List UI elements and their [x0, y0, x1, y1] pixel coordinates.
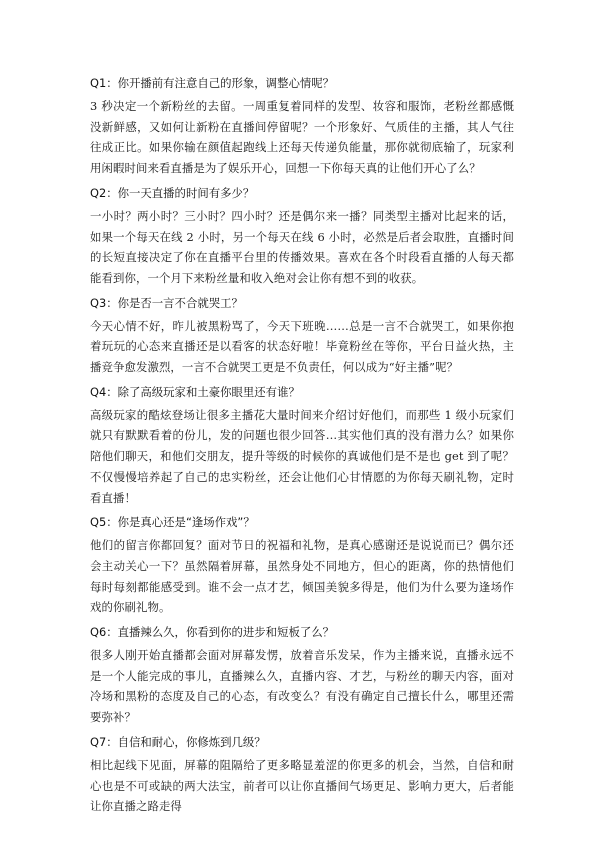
section-q1	[90, 74, 514, 179]
answer-paragraph: 一小时？两小时？三小时？四小时？还是偶尔来一播？同类型主播对比起来的话，如果一个每天在线 2 小时，另一个每天在线 6 小时，必然是后者会取胜，直播时间的长短直接决定了你在直播平台里的传播效果。喜欢在各个时段看直播的人每天都能看到你，一个月下来粉丝量和收入绝对会让你有想不到的收获。	[90, 208, 514, 285]
question-heading: Q4：除了高级玩家和土豪你眼里还有谁？	[90, 384, 300, 399]
question-heading: Q3：你是否一言不合就哭工？	[90, 295, 243, 310]
document-page	[90, 74, 514, 822]
answer-paragraph: 今天心情不好，昨儿被黑粉骂了，今天下班晚……总是一言不合就哭工，如果你抱着玩玩的心态来直播还是以看客的状态好啦！毕竟粉丝在等你，平台日益火热，主播竞争愈发激烈，一言不合就哭工更是不负责任，何以成为“好主播”呢？	[90, 318, 514, 375]
answer-paragraph: 他们的留言你都回复？面对节日的祝福和礼物，是真心感谢还是说说而已？偶尔还会主动关心一下？虽然隔着屏幕，虽然身处不同地方，但心的距离，你的热情他们每时每刻都能感受到。谁不会一点才艺，倾国美貌多得是，他们为什么要为逢场作戏的你刷礼物。	[90, 538, 514, 615]
section-q5	[90, 513, 514, 618]
question-heading: Q1：你开播前有注意自己的形象，调整心情呢？	[90, 76, 335, 90]
section-q7	[90, 733, 514, 817]
section-q4	[90, 383, 514, 509]
section-q2	[90, 184, 514, 289]
answer-paragraph: 很多人刚开始直播都会面对屏幕发愣，放着音乐发呆，作为主播来说，直播永远不是一个人能完成的事儿，直播辣么久，直播内容、才艺，与粉丝的聊天内容，面对冷场和黑粉的态度及自己的心态，有改变么？有没有确定自己擅长什么，哪里还需要弥补？	[90, 648, 514, 725]
question-heading: Q6：直播辣么久，你看到你的进步和短板了么？	[90, 625, 335, 640]
section-q6	[90, 623, 514, 728]
answer-paragraph: 3 秒决定一个新粉丝的去留。一周重复着同样的发型、妆容和服饰，老粉丝都感慨没新鲜感，又如何让新粉在直播间停留呢？一个形象好、气质佳的主播，其人气往往成正比。如果你输在颜值起跑线上还每天传递负能量，那你就彻底输了，玩家利用闲暇时间来看直播是为了娱乐开心，回想一下你每天真的让他们开心了么？	[90, 99, 514, 176]
question-heading: Q2：你一天直播的时间有多少？	[90, 185, 255, 200]
question-heading: Q7：自信和耐心，你修炼到几级？	[90, 734, 266, 749]
question-heading: Q5：你是真心还是“逢场作戏”？	[90, 515, 255, 530]
answer-paragraph: 高级玩家的酷炫登场让很多主播花大量时间来介绍讨好他们，而那些 1 级小玩家们就只有默默看着的份儿，发的问题也很少回答…其实他们真的没有潜力么？如果你陪他们聊天，和他们交朋友，提升等级的时候你的真诚他们是不是也 get 到了呢？不仅慢慢培养起了自己的忠实粉丝，还会让他们心甘情愿的为你每天刷礼物，定时看直播！	[90, 407, 514, 505]
answer-paragraph: 相比起线下见面，屏幕的阻隔给了更多略显羞涩的你更多的机会，当然，自信和耐心也是不可或缺的两大法宝，前者可以让你直播间气场更足、影响力更大，后者能让你直播之路走得	[90, 757, 514, 814]
section-q3	[90, 294, 514, 378]
